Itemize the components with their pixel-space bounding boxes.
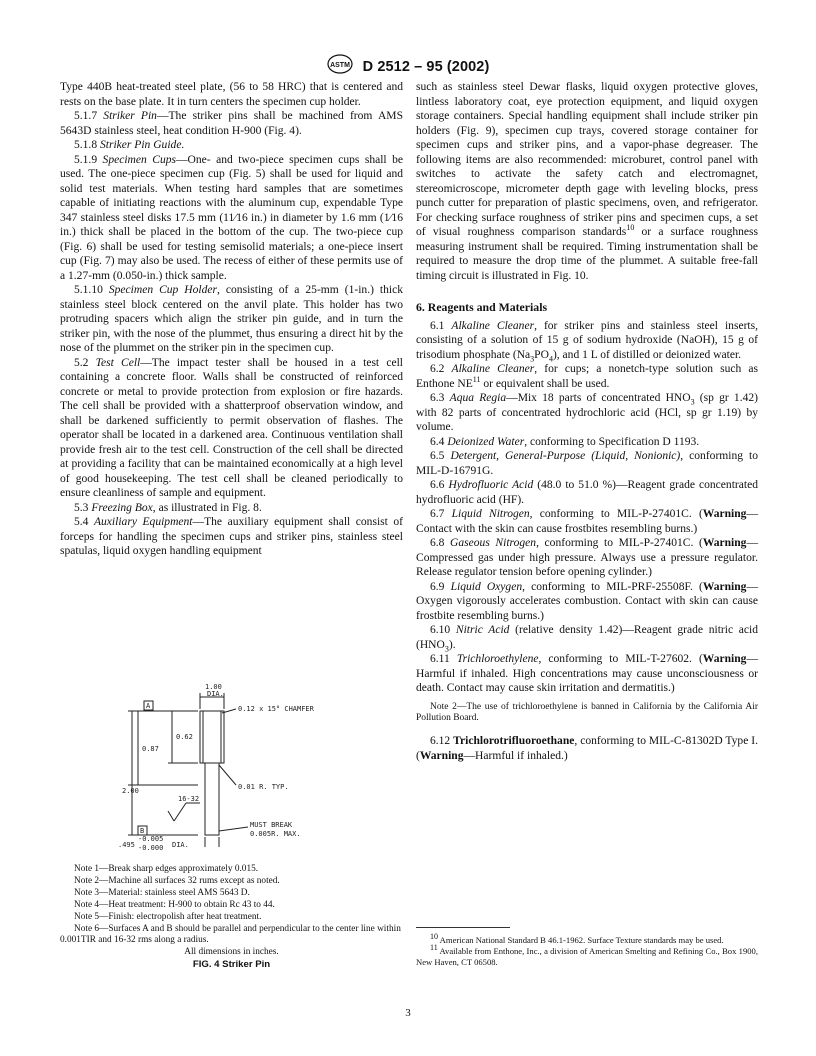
paragraph-5-3: 5.3 Freezing Box, as illustrated in Fig. 8. [74,501,262,514]
dim-0-87: 0.87 [142,745,159,753]
paragraph-6-5: 6.5 Detergent, General-Purpose (Liquid, Nonionic), conforming to MIL-D-16791G. [416,450,759,477]
paragraph-6-11: 6.11 Trichloroethylene, conforming to MIL-T-27602. (Warning—Harmful if inhaled. High concentrations may cause unconsciousness or death. Contact may cause skin irritation and dermatitis.) [416,653,758,694]
dia-label: DIA. [172,841,189,849]
paragraph-6-8: 6.8 Gaseous Nitrogen, conforming to MIL-P-27401C. (Warning—Compressed gas under high pressure. Always use a pressure regulator. Release regulator tension before opening cylinder.) [416,537,758,578]
paragraph-5-2: 5.2 Test Cell—The impact tester shall be housed in a test cell containing a concrete floor. Walls shall be constructed of reinforced concrete or metal to provide protection from explosion or fire hazards. The cell shall be provided with a shatterproof observation window, and shall be darkened sufficiently to permit observation of flashes. The operator shall be located in a darkened area. Continuous ventilation shall provide fresh air to the test cell. Construction of the cell shall be directed at providing a facility that can be maintained economically at a high level of good housekeeping. The test cell shall be cleaned periodically to ensure cleanliness of sample and equipment. [60,356,403,499]
left-column [60,80,403,559]
radius-label: 0.01 R. TYP. [238,783,289,791]
must-break-label: MUST BREAK [250,821,293,829]
paragraph-6-4: 6.4 Deionized Water, conforming to Specification D 1193. [430,435,700,448]
fig-dims-note: All dimensions in inches. [184,947,279,958]
fig-note-1: Note 1—Break sharp edges approximately 0.015. [74,864,259,874]
footnote-11: $^{11}$ Available from Enthone, Inc., a division of American Smelting and Refining Co., Box 1900, New Haven, CT 06508. [416,942,758,967]
paragraph-5-1-10: 5.1.10 Specimen Cup Holder, consisting of a 25-mm (1-in.) thick stainless steel block centered on the anvil plate. This holder has two protruding spacers which align the striker pin guide, and in turn the striker pin, with the nose of the plummet, thus ensuring a direct hit by the nose of the plummet on the striker pin in the specimen cup. [60,284,403,354]
paragraph-6-1: 6.1 Alkaline Cleaner, for striker pins and stainless steel inserts, consisting of a solution of 15 g of sodium hydroxide (NaOH), 15 g of trisodium phosphate $(Na_3PO_4)$, and 1 L of distilled or deionized water. [416,319,758,363]
paragraph-6-3: 6.3 Aqua Regia—Mix 18 parts of concentrated $HNO_3$ (sp gr 1.42) with 82 parts of concentrated hydrochloric acid (HCl, sp gr 1.19) by volume. [416,392,758,433]
footnote-ref-11: 11 [472,374,481,384]
section-heading-6: 6. Reagents and Materials [416,300,548,314]
paragraph-6-7: 6.7 Liquid Nitrogen, conforming to MIL-P-27401C. (Warning—Contact with the skin can cause frostbites resembling burns.) [416,508,758,535]
datum-a: A [146,702,151,710]
fig-note-6: Note 6—Surfaces A and B should be parallel and perpendicular to the center line within 0.001TIR and 16-32 rms along a radius. [60,923,401,946]
footnote-ref-10: 10 [626,223,635,233]
paragraph-5-1-9: 5.1.9 Specimen Cups—One- and two-piece specimen cups shall be used. The one-piece specimen cup (Fig. 5) shall be used for liquid and solid test materials. When testing hard samples that are sometimes capable of initiating reactions with the aluminum cup, expendable Type 347 stainless steel disks 17.5 mm (11⁄16 in.) in diameter by 1.6 mm (1⁄16 in.) thick shall be placed in the bottom of the cup. The two-piece cup (Fig. 6) shall be used for testing semisolid materials; a one-piece insert cup (Fig. 7) may also be used. The recess of either of these permits use of a 1.27-mm (0.050-in.) thick sample. [60,153,403,282]
figure-caption: FIG. 4 Striker Pin [192,959,271,971]
dim-2-00: 2.00 [122,787,139,795]
page-header [0,54,816,79]
footnotes [416,932,758,967]
astm-logo-icon [327,54,353,79]
chamfer-label: 0.12 x 15° CHAMFER [238,705,314,713]
dim-495: .495 [118,841,135,849]
paragraph-6-9: 6.9 Liquid Oxygen, conforming to MIL-PRF-25508F. (Warning—Oxygen vigorously accelerates combustion. Contact with skin can cause frostbite resembling burns.) [416,580,758,622]
paragraph-6-6: 6.6 Hydrofluoric Acid (48.0 to 51.0 %)—Reagent grade concentrated hydrofluoric acid (HF). [416,479,758,506]
paragraph-6-10: 6.10 Nitric Acid (relative density 1.42)—Reagent grade nitric acid $(HNO_3)$. [416,624,759,653]
fig-note-4: Note 4—Heat treatment: H-900 to obtain Rc 43 to 44. [74,899,275,910]
dim-0-62: 0.62 [176,733,193,741]
figure-notes [60,864,403,971]
paragraph-continued: such as stainless steel Dewar flasks, liquid oxygen protective gloves, lintless laboratory coat, eye protection equipment, and liquid oxygen storage containers. Special handling equipment shall include striker pin holders (Fig. 9), specimen cup trays, covered storage container for specimen cups and striker pins, and a vapor-phase degreaser. The following items are also recommended: microburet, control panel with switches to activate the safety catch and electromagnet, stereomicroscope, micrometer depth gage with leveling blocks, press punch cutter for preparation of plastic specimens, oven, and refrigerator. For checking surface roughness of striker pins and specimen cups, a set of visual roughness comparison standards$^{10}$ or a surface roughness measuring instrument shall be required. Timing instrumentation shall be required to measure the drop time of the plummet. A suitable free-fall timing circuit is illustrated in Fig. 10. [416,81,759,282]
paragraph-intro: Type 440B heat-treated steel plate, (56 to 58 HRC) that is centered and rests on the base plate. It in turn centers the specimen cup holder. [60,81,403,108]
finish-label: 16-32 [178,795,200,803]
striker-pin-drawing [88,681,348,862]
fig-note-5: Note 5—Finish: electropolish after heat treatment. [74,911,262,922]
paragraph-6-2: 6.2 Alkaline Cleaner, for cups; a nonetch-type solution such as Enthone NE$^{11}$ or equivalent shall be used. [416,363,758,390]
footnote-rule [416,927,510,928]
right-column [416,80,758,763]
paragraph-5-1-8: 5.1.8 Striker Pin Guide. [74,139,185,151]
paragraph-6-12: 6.12 Trichlorotrifluoroethane, conforming to MIL-C-81302D Type I. (Warning—Harmful if inhaled.) [416,735,758,762]
fig-note-3: Note 3—Material: stainless steel AMS 5643 D. [74,887,250,898]
must-break-radius: 0.005R. MAX. [250,830,301,838]
footnote-10: $^{10}$ American National Standard B 46.1-1962. Surface Texture standards may be used. [430,932,724,945]
svg-text:ASTM: ASTM [329,62,350,69]
document-code: D 2512 – 95 (2002) [362,58,490,75]
paragraph-5-1-7: 5.1.7 Striker Pin—The striker pins shall be machined from AMS 5643D stainless steel, heat condition H-900 (Fig. 4). [60,110,403,137]
datum-b: B [140,827,145,835]
tol-plus: -0.005 [138,835,164,843]
page-number: 3 [405,1007,411,1019]
dim-dia-1: 1.00 [205,683,222,691]
fig-note-2: Note 2—Machine all surfaces 32 rums except as noted. [74,875,280,886]
dim-dia-label: DIA. [207,690,224,698]
tol-minus: -0.000 [138,844,164,852]
paragraph-5-4: 5.4 Auxiliary Equipment—The auxiliary equipment shall consist of forceps for handling the specimen cups and striker pins, stainless steel spatulas, liquid oxygen handling equipment [60,516,404,557]
note-2: Note 2—The use of trichloroethylene is banned in California by the California Air Pollution Board. [416,701,758,723]
